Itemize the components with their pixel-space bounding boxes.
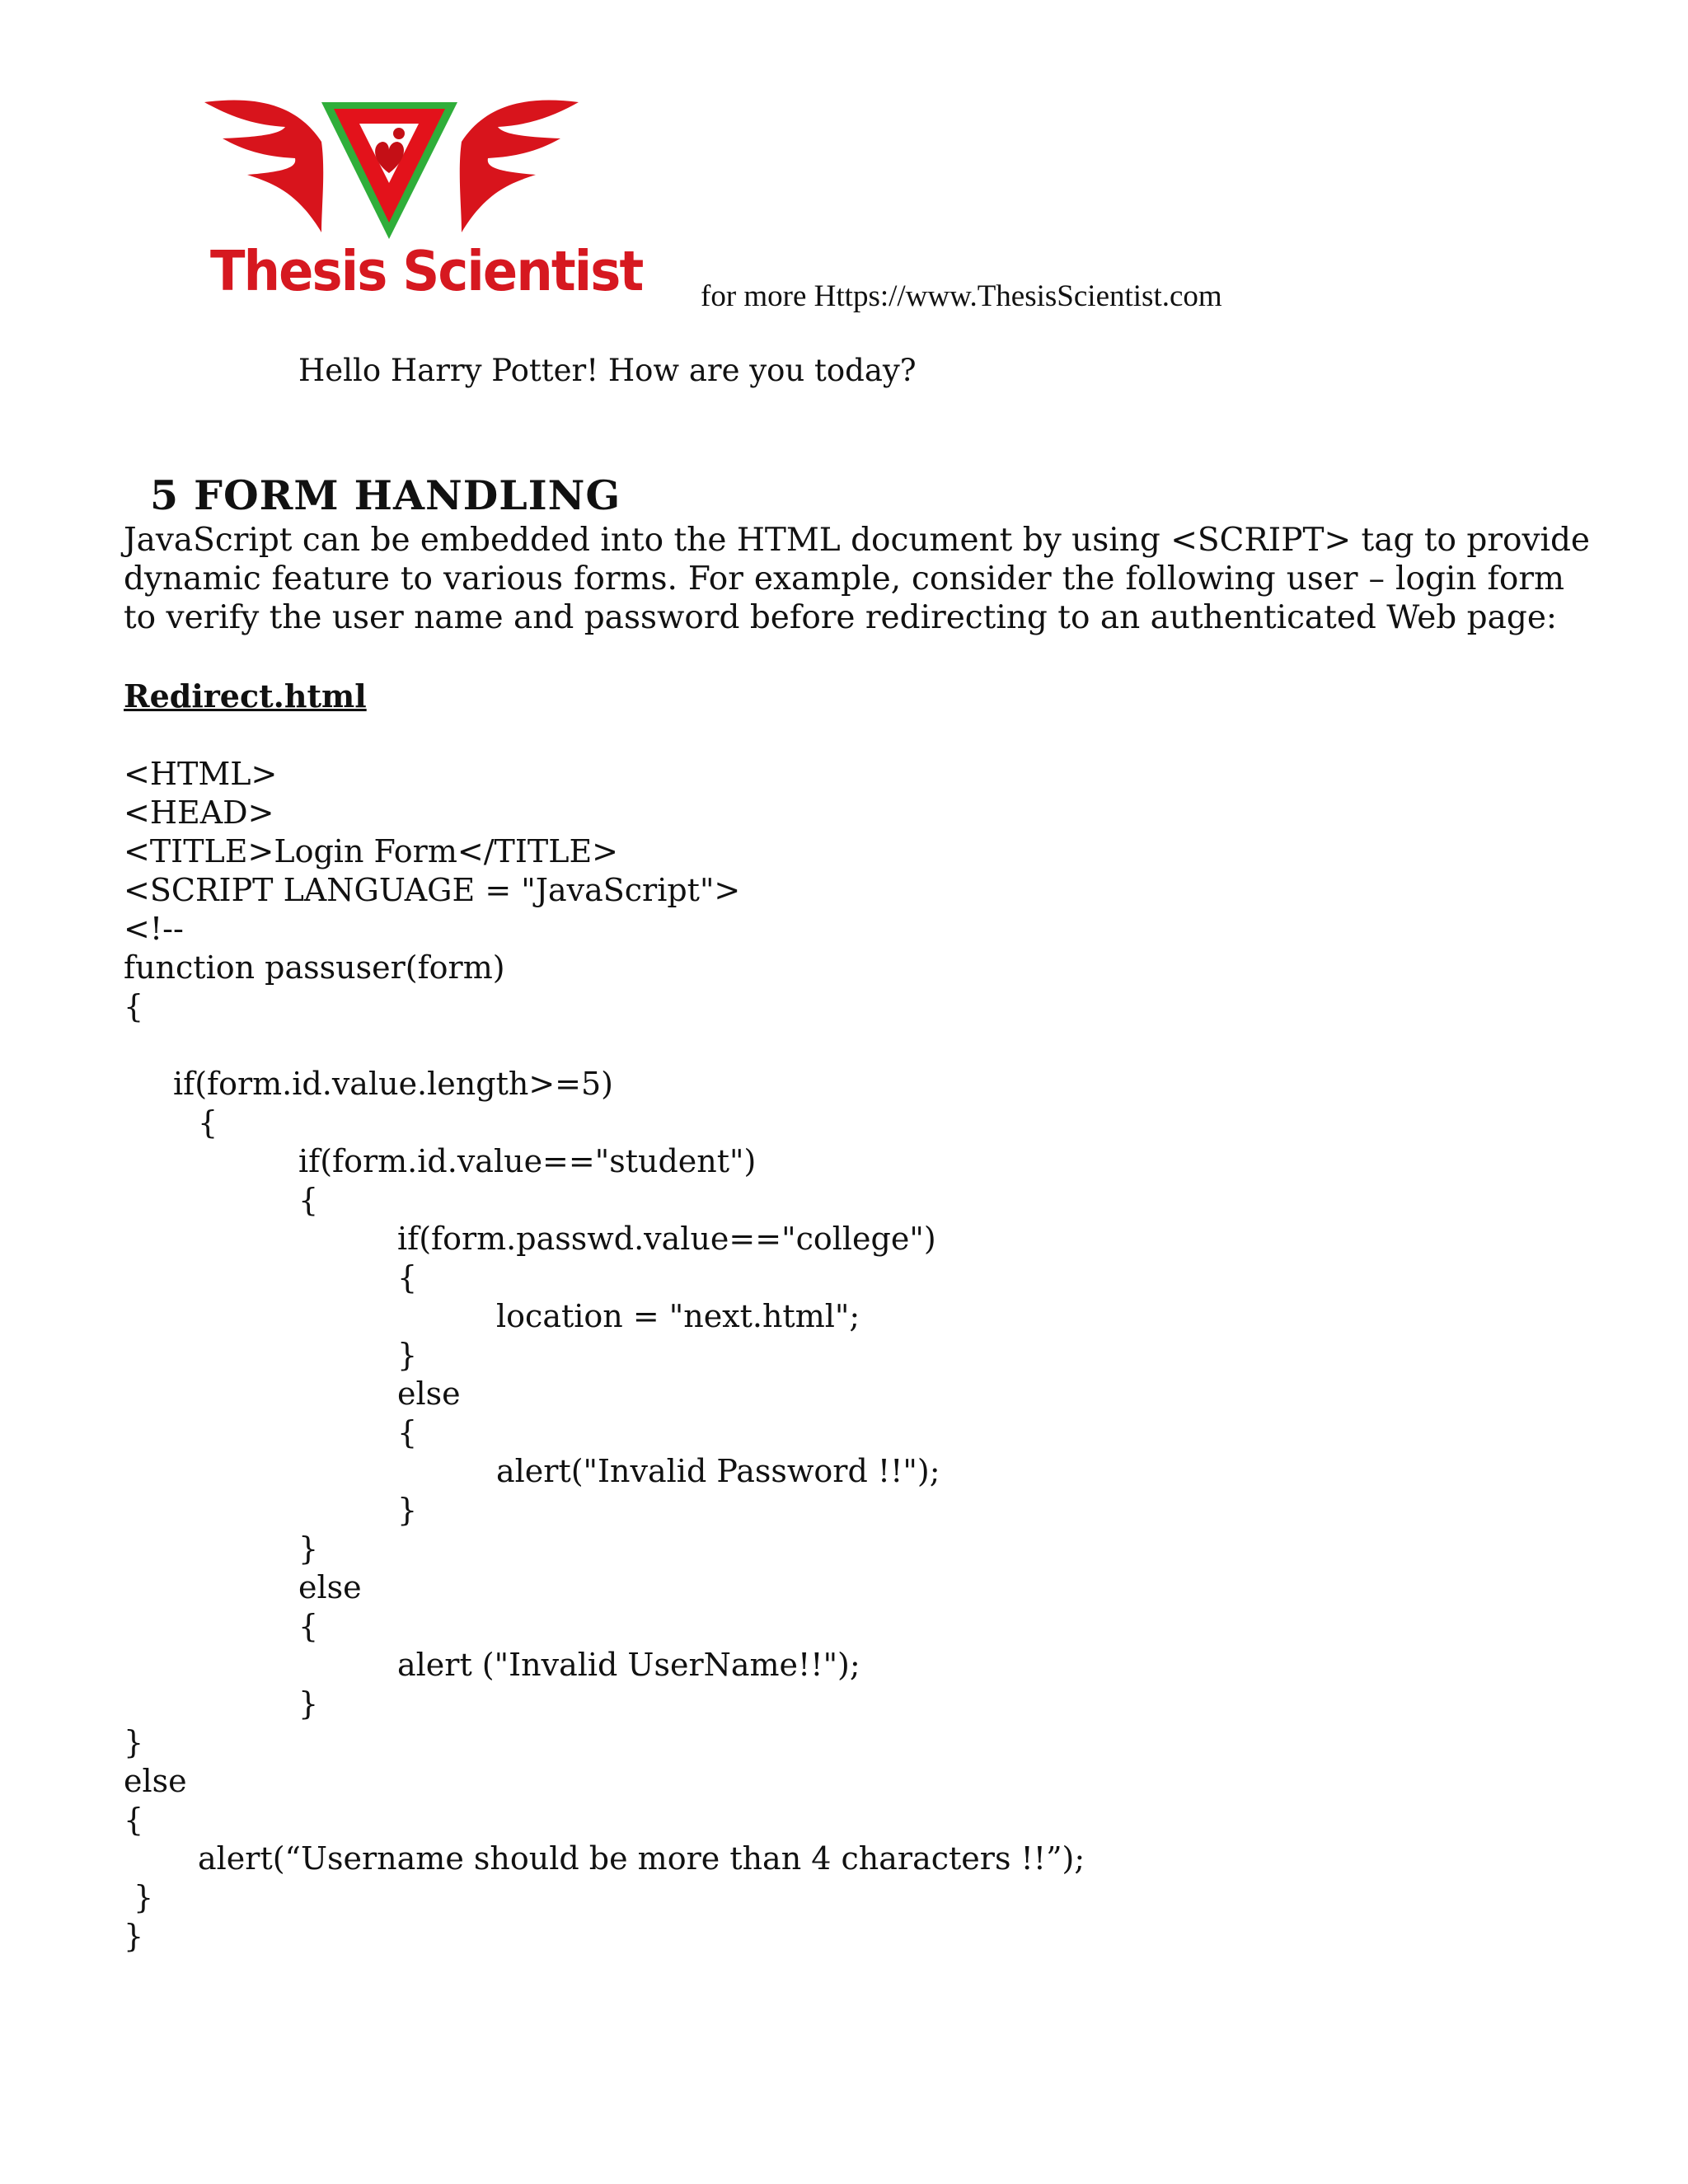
code-line: } xyxy=(397,1337,418,1373)
code-line: } xyxy=(298,1530,319,1567)
code-line: { xyxy=(397,1259,418,1296)
intro-paragraph xyxy=(124,521,1591,637)
code-line: <HTML> xyxy=(124,756,278,792)
code-line: alert ("Invalid UserName!!"); xyxy=(397,1647,860,1683)
code-line: alert("Invalid Password !!"); xyxy=(496,1453,940,1489)
code-line: { xyxy=(397,1414,418,1451)
code-line: { xyxy=(124,1802,144,1838)
code-line: { xyxy=(198,1104,218,1141)
intro-line: JavaScript can be embedded into the HTML document by using <SCRIPT> tag to provide xyxy=(124,522,1591,559)
code-line: } xyxy=(134,1879,154,1915)
code-line: } xyxy=(397,1492,418,1528)
code-line: { xyxy=(298,1608,319,1644)
code-line: { xyxy=(298,1182,319,1218)
greeting-text: Hello Harry Potter! How are you today? xyxy=(298,353,917,388)
code-line: function passuser(form) xyxy=(124,949,505,986)
logo-text: Thesis Scientist xyxy=(210,239,643,303)
code-line: <TITLE>Login Form</TITLE> xyxy=(124,833,619,869)
website-link[interactable]: for more Https://www.ThesisScientist.com xyxy=(701,279,1222,313)
code-line: else xyxy=(124,1763,187,1799)
code-line: } xyxy=(298,1685,319,1722)
code-line: else xyxy=(397,1376,461,1412)
code-line: else xyxy=(298,1569,362,1605)
code-line: if(form.passwd.value=="college") xyxy=(397,1221,936,1257)
code-line: } xyxy=(124,1918,144,1954)
code-line: location = "next.html"; xyxy=(496,1298,860,1334)
code-line: <!-- xyxy=(124,911,184,947)
code-line: <SCRIPT LANGUAGE = "JavaScript"> xyxy=(124,872,741,908)
code-line: if(form.id.value=="student") xyxy=(298,1143,757,1179)
code-line: if(form.id.value.length>=5) xyxy=(173,1066,614,1102)
intro-line: to verify the user name and password before redirecting to an authenticated Web page: xyxy=(124,599,1558,636)
intro-line: dynamic feature to various forms. For example, consider the following user – login form xyxy=(124,560,1564,598)
code-line: alert(“Username should be more than 4 characters !!”); xyxy=(198,1840,1085,1877)
thesis-scientist-logo xyxy=(198,92,643,323)
file-name-heading: Redirect.html xyxy=(124,677,367,715)
code-line: } xyxy=(124,1724,144,1760)
winged-triangle-logo-icon xyxy=(198,92,585,257)
code-line: <HEAD> xyxy=(124,794,274,831)
code-line: { xyxy=(124,988,144,1024)
section-title: 5 FORM HANDLING xyxy=(150,471,621,519)
